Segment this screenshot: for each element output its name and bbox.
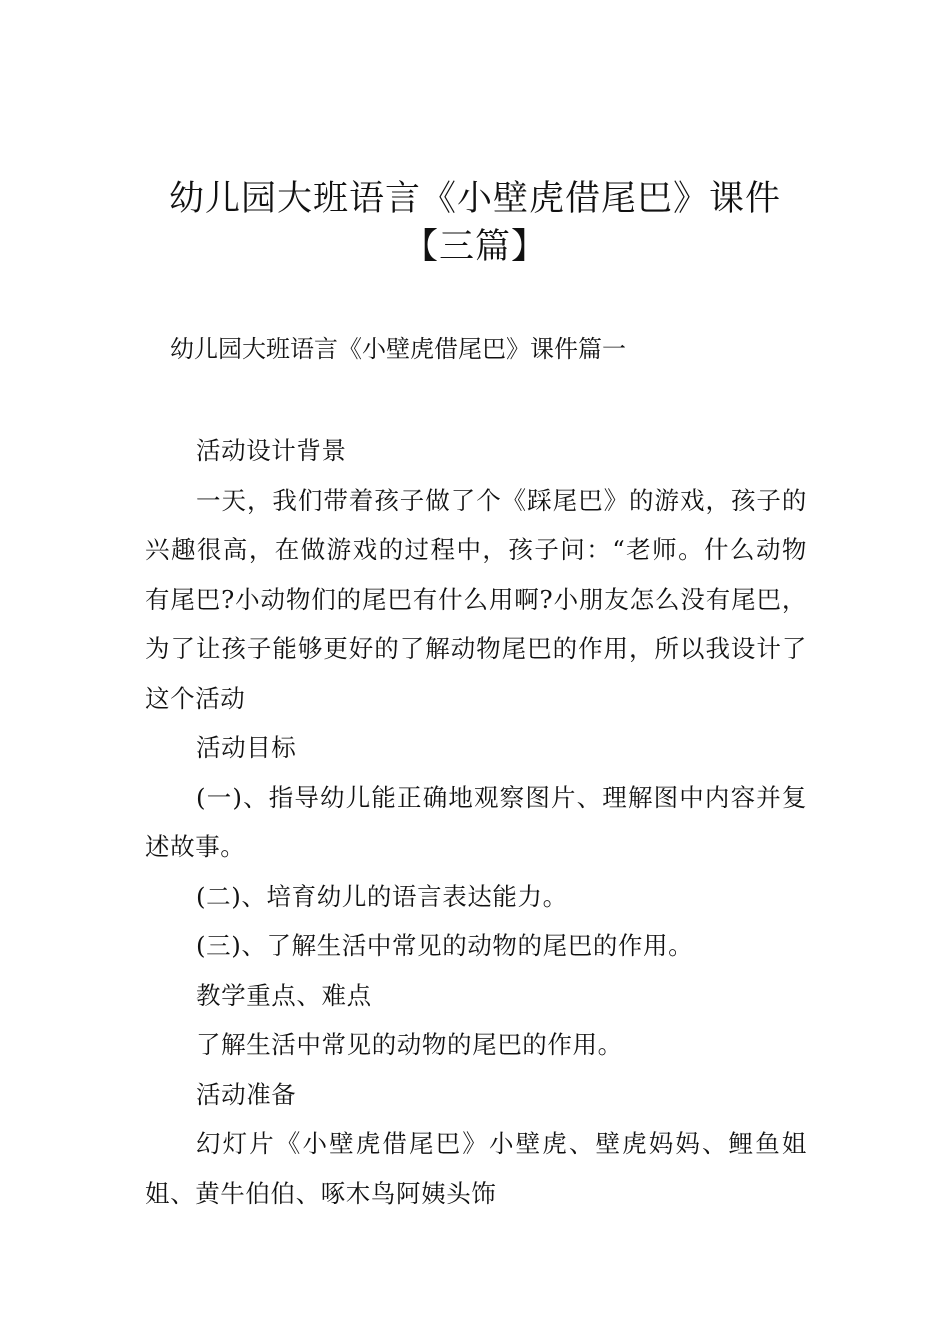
goal-item-2: (二)、培育幼儿的语言表达能力。 [196,881,568,911]
document-body [145,426,807,1218]
document-title-line2: 【三篇】 [402,227,547,267]
paragraph-key-points: 了解生活中常见的动物的尾巴的作用。 [196,1030,623,1059]
heading-goals: 活动目标 [196,733,297,762]
heading-background: 活动设计背景 [196,436,347,465]
goal-item-1: (一)、指导幼儿能正确地观察图片、理解图中内容并复述故事。 [145,782,807,861]
heading-key-points: 教学重点、难点 [196,980,372,1010]
goal-item-3: (三)、了解生活中常见的动物的尾巴的作用。 [196,931,694,960]
paragraph-background: 一天，我们带着孩子做了个《踩尾巴》的游戏，孩子的兴趣很高，在做游戏的过程中，孩子问：“老师。什么动物有尾巴?小动物们的尾巴有什么用啊?小朋友怎么没有尾巴，为了让孩子能够更好的了解动物尾巴的作用，所以我设计了这个活动 [145,485,807,713]
document-title-line1: 幼儿园大班语言《小壁虎借尾巴》课件 [168,179,781,219]
heading-preparation: 活动准备 [196,1079,297,1109]
section-heading: 幼儿园大班语言《小壁虎借尾巴》课件篇一 [170,335,626,363]
paragraph-preparation: 幻灯片《小壁虎借尾巴》小壁虎、壁虎妈妈、鲤鱼姐姐、黄牛伯伯、啄木鸟阿姨头饰 [145,1129,807,1208]
